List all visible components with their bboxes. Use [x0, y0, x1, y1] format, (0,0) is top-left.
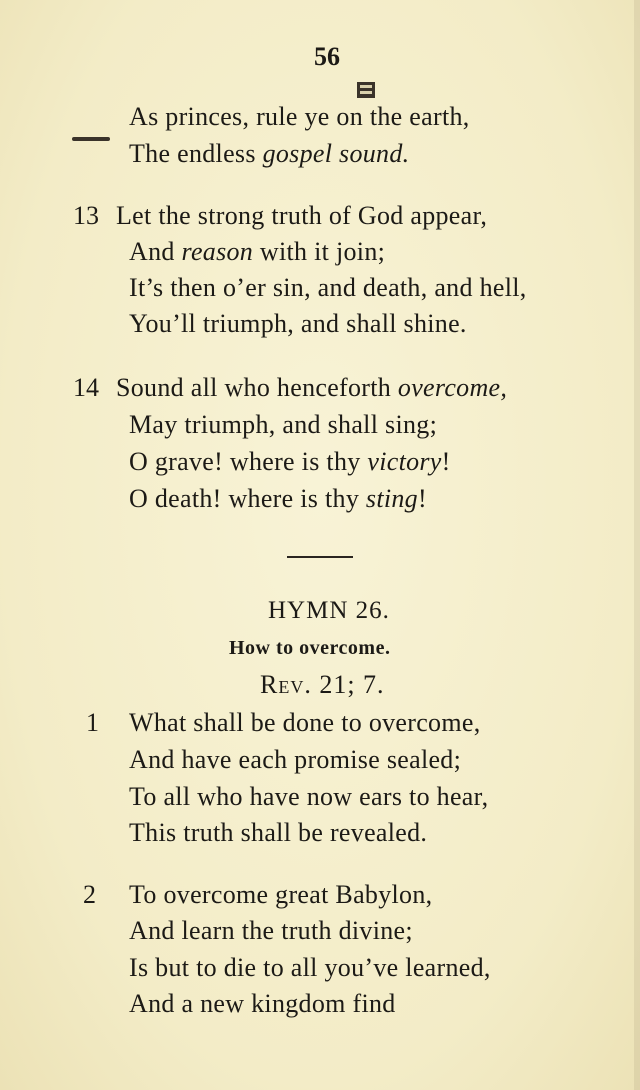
- page-number: 56: [314, 42, 340, 71]
- verse-line: [129, 139, 409, 169]
- verse-line: Let the strong truth of God appear,: [116, 201, 488, 230]
- line-italic: victory: [367, 447, 442, 476]
- printer-ornament-icon: [356, 80, 376, 100]
- verse-line: [129, 237, 385, 267]
- line-text: Sound all who henceforth: [116, 373, 398, 402]
- hymn-subtitle: How to overcome.: [229, 637, 391, 659]
- verse-line: Is but to die to all you’ve learned,: [129, 953, 491, 982]
- verse-line: It’s then o’er sin, and death, and hell,: [129, 273, 527, 302]
- verse-line: May triumph, and shall sing;: [129, 410, 438, 439]
- line-italic: reason: [181, 237, 254, 266]
- verse-line: What shall be done to overcome,: [129, 708, 481, 737]
- page-edge-shadow: [634, 0, 640, 1090]
- line-text: !: [418, 484, 427, 513]
- hymn-title: HYMN 26.: [268, 597, 390, 624]
- verse-line: [129, 447, 451, 477]
- verse-line: As princes, rule ye on the earth,: [129, 102, 470, 131]
- verse-number: 1: [86, 708, 99, 737]
- line-text: And: [129, 237, 182, 266]
- scripture-reference: Rev. 21; 7.: [260, 670, 385, 699]
- verse-line: [116, 373, 507, 403]
- verse-line: [129, 484, 427, 514]
- verse-number: 2: [83, 880, 96, 909]
- line-text: O death! where is thy: [129, 484, 366, 513]
- line-text: !: [441, 447, 451, 476]
- margin-mark-icon: [72, 136, 110, 142]
- verse-number: 14: [73, 373, 99, 402]
- verse-line: This truth shall be revealed.: [129, 818, 428, 847]
- verse-line: You’ll triumph, and shall shine.: [129, 309, 467, 338]
- line-text: The endless: [129, 139, 263, 168]
- verse-line: To all who have now ears to hear,: [129, 782, 489, 811]
- line-italic: sting: [365, 484, 418, 513]
- section-divider: [287, 556, 353, 558]
- line-text: O grave! where is thy: [129, 447, 368, 476]
- line-italic: gospel sound.: [262, 139, 410, 168]
- verse-line: To overcome great Babylon,: [129, 880, 433, 909]
- verse-number: 13: [73, 201, 99, 230]
- verse-line: And learn the truth divine;: [129, 916, 413, 945]
- verse-line: And have each promise sealed;: [129, 745, 462, 774]
- line-italic: overcome,: [397, 373, 508, 402]
- line-text: with it join;: [253, 237, 386, 266]
- verse-line: And a new kingdom find: [129, 989, 396, 1018]
